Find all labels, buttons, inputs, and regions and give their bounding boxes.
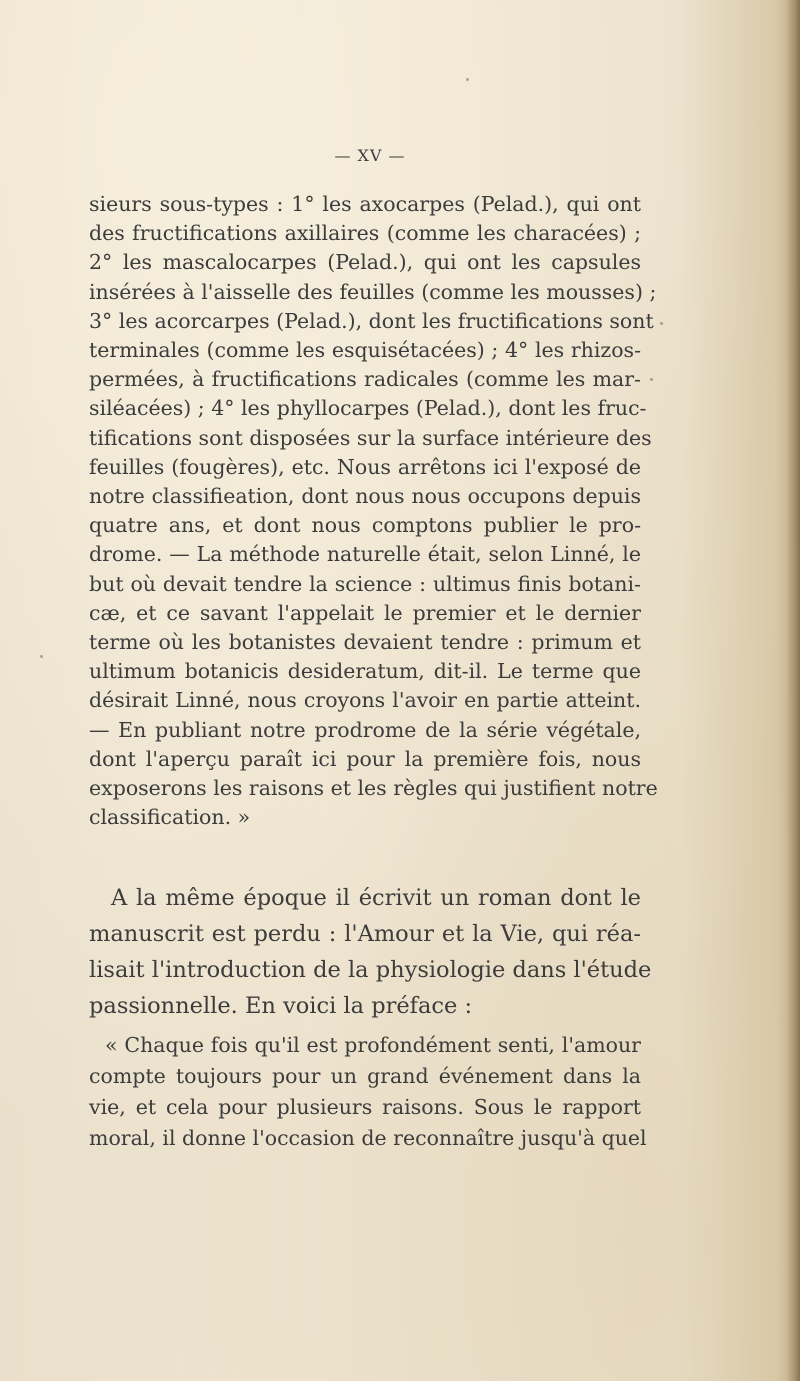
- paper-speck: [650, 378, 653, 381]
- text-line: compte toujours pour un grand événement dans la: [89, 1064, 641, 1088]
- text-line: — En publiant notre prodrome de la série végétale,: [89, 717, 641, 742]
- text-line: désirait Linné, nous croyons l'avoir en partie atteint.: [89, 688, 641, 713]
- text-line: quatre ans, et dont nous comptons publier le pro-: [89, 513, 641, 538]
- text-line: siléacées) ; 4° les phyllocarpes (Pelad.), dont les fruc-: [89, 396, 647, 421]
- text-line: permées, à fructifications radicales (comme les mar-: [89, 367, 641, 392]
- paragraph-classification: [89, 190, 658, 832]
- page-number-header: — XV —: [334, 146, 406, 165]
- text-line: ultimum botanicis desideratum, dit-il. Le terme que: [89, 659, 641, 684]
- text-line: manuscrit est perdu : l'Amour et la Vie, qui réa-: [89, 921, 641, 947]
- text-line: insérées à l'aisselle des feuilles (comme les mousses) ;: [89, 279, 657, 304]
- text-line: terminales (comme les esquisétacées) ; 4° les rhizos-: [89, 338, 641, 363]
- text-line: drome. — La méthode naturelle était, selon Linné, le: [89, 542, 641, 567]
- text-line: cæ, et ce savant l'appelait le premier et le dernier: [89, 600, 641, 625]
- text-line: 3° les acorcarpes (Pelad.), dont les fructifications sont: [89, 308, 654, 333]
- text-line: but où devait tendre la science : ultimus finis botani-: [89, 571, 641, 596]
- text-line: tifications sont disposées sur la surface intérieure des: [89, 425, 652, 450]
- text-line: passionnelle. En voici la préface :: [89, 993, 473, 1019]
- paper-speck: [660, 322, 663, 325]
- text-line: exposerons les raisons et les règles qui justifient notre: [89, 776, 658, 801]
- text-line: terme où les botanistes devaient tendre : primum et: [89, 630, 641, 655]
- text-line: feuilles (fougères), etc. Nous arrêtons ici l'exposé de: [89, 454, 641, 479]
- text-line: des fructifications axillaires (comme les characées) ;: [89, 221, 641, 246]
- text-line: classification. »: [89, 805, 251, 830]
- paper-speck: [466, 78, 469, 81]
- paragraph-preface-quote: [89, 1030, 647, 1154]
- page-edge-shadow: [786, 0, 800, 1381]
- text-line: « Chaque fois qu'il est profondément senti, l'amour: [105, 1033, 641, 1057]
- paper-speck: [40, 655, 43, 658]
- text-line: vie, et cela pour plusieurs raisons. Sous le rapport: [89, 1095, 641, 1119]
- text-line: dont l'aperçu paraît ici pour la première fois, nous: [89, 746, 641, 771]
- text-line: notre classifieation, dont nous nous occupons depuis: [89, 484, 641, 509]
- paragraph-novel: [89, 880, 652, 1024]
- text-line: 2° les mascalocarpes (Pelad.), qui ont les capsules: [89, 250, 641, 275]
- text-line: moral, il donne l'occasion de reconnaître jusqu'à quel: [89, 1126, 647, 1150]
- text-line: lisait l'introduction de la physiologie dans l'étude: [89, 957, 652, 983]
- text-line: A la même époque il écrivit un roman dont le: [111, 885, 641, 911]
- text-line: sieurs sous-types : 1° les axocarpes (Pelad.), qui ont: [89, 192, 641, 216]
